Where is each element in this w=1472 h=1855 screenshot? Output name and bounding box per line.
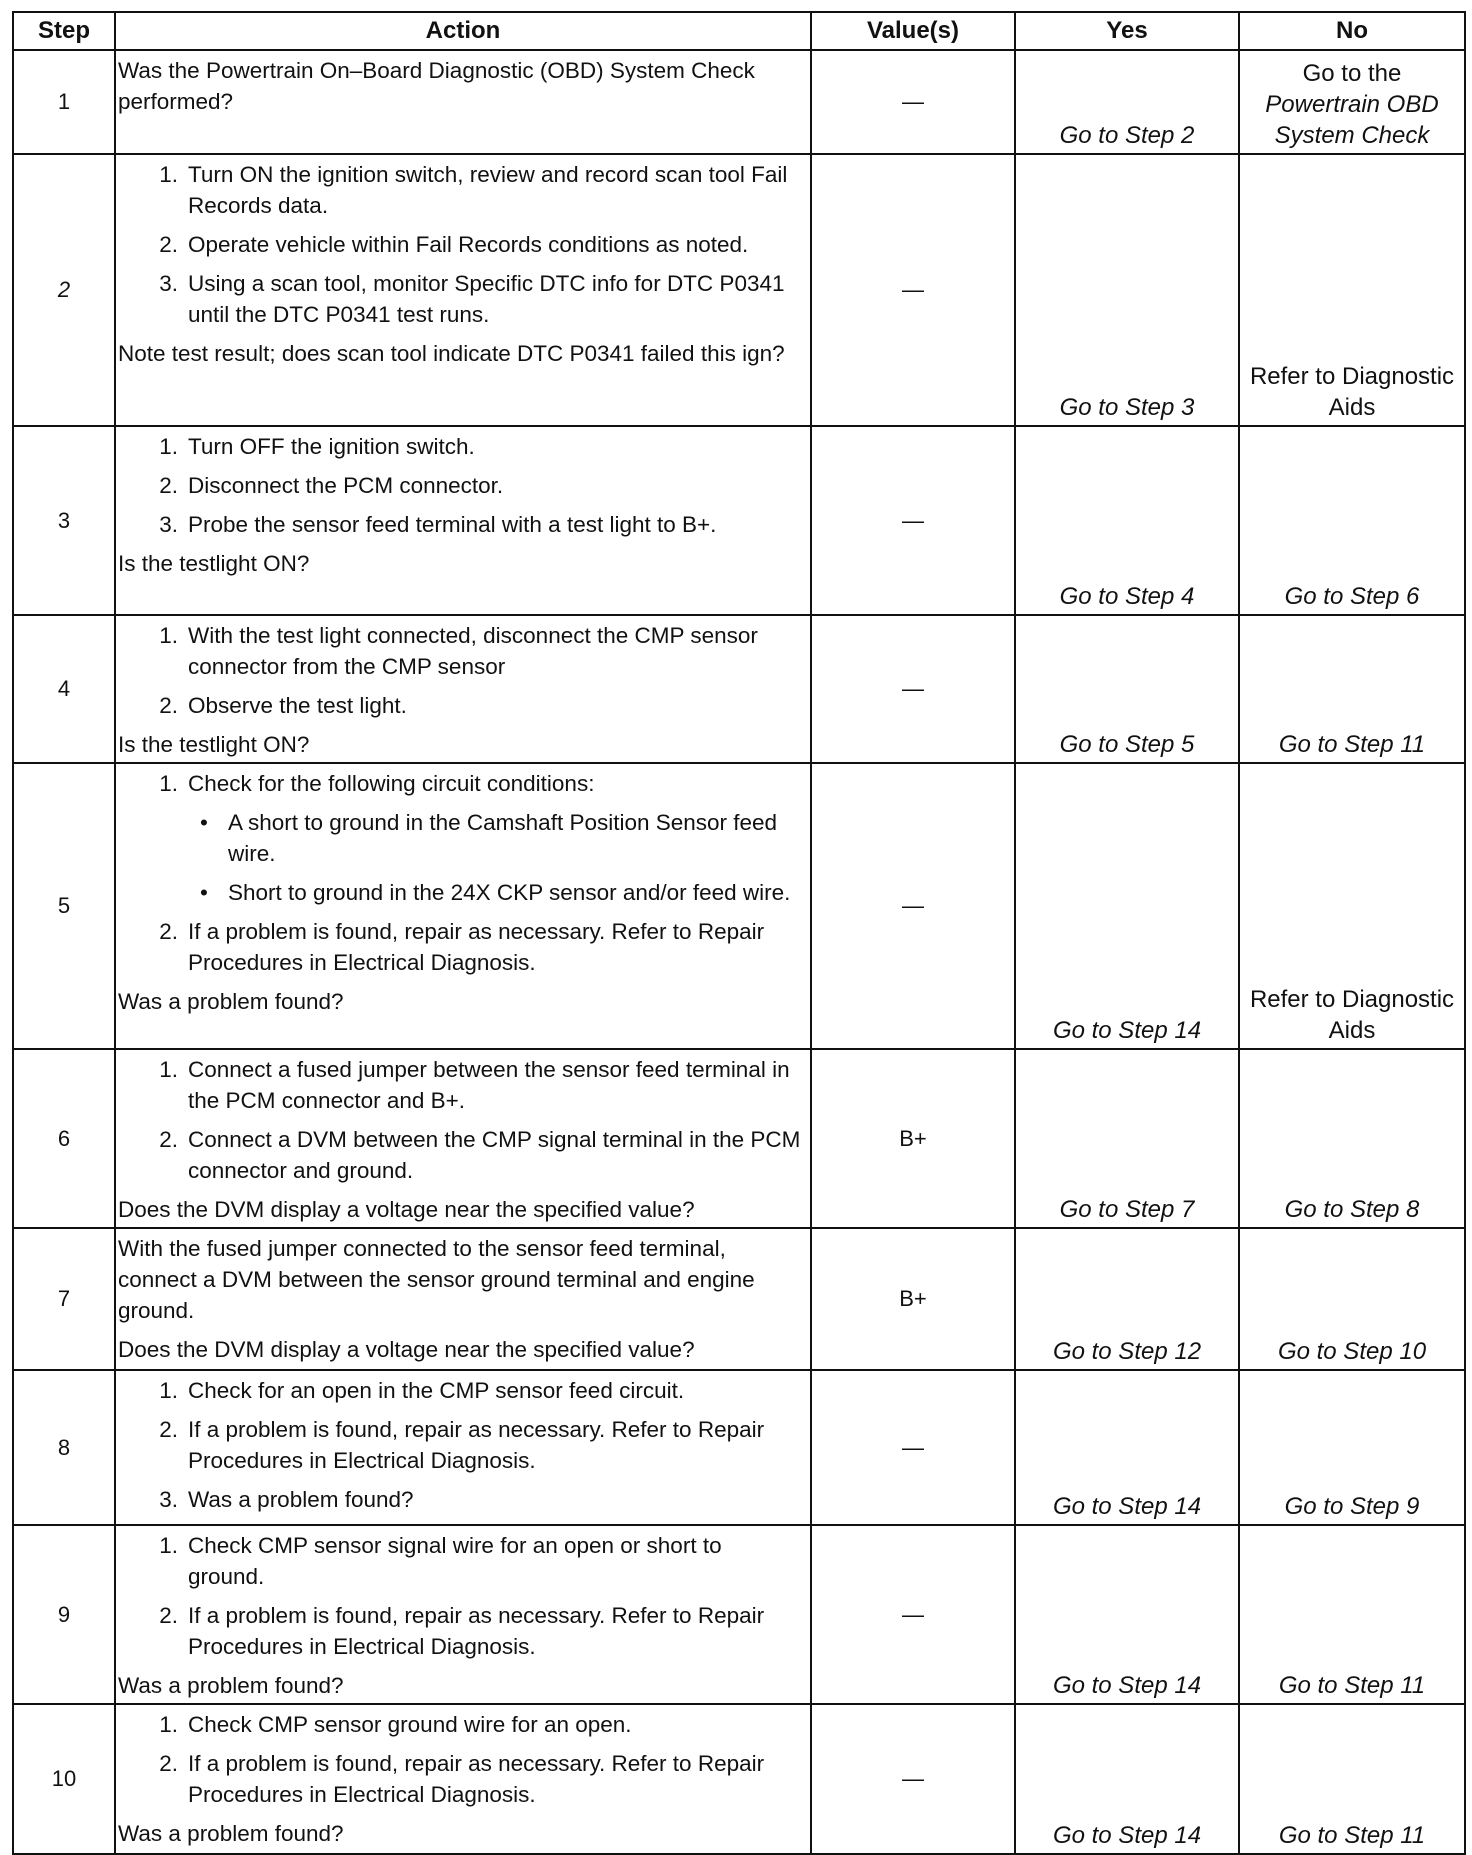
action-item: If a problem is found, repair as necessary. Refer to Repair Procedures in Electrical Diagnosis.: [188, 919, 765, 975]
no-link[interactable]: Go to Step 8: [1284, 1196, 1420, 1223]
yes-link[interactable]: Go to Step 4: [1059, 583, 1195, 610]
table-row: [13, 763, 1465, 1049]
header-action: Action: [115, 12, 811, 50]
no-cell: [1239, 154, 1465, 426]
action-bullet: Short to ground in the 24X CKP sensor and/or feed wire.: [228, 880, 791, 905]
yes-link[interactable]: Go to Step 14: [1052, 1672, 1202, 1699]
action-cell: 1. Check CMP sensor ground wire for an open. 2. If a problem is found, repair as necessary. Refer to Repair Procedures in Electrical Diagnosis. Was a problem found?: [115, 1704, 811, 1854]
no-cell: [1239, 50, 1465, 154]
no-cell: [1239, 1704, 1465, 1854]
action-question: Was a problem found?: [118, 1673, 344, 1698]
yes-cell: [1015, 1049, 1239, 1228]
value-cell: —: [811, 426, 1015, 615]
no-link[interactable]: Go to Step 11: [1278, 731, 1426, 758]
yes-cell: [1015, 1370, 1239, 1525]
bullet-icon: •: [200, 810, 208, 835]
value-cell: —: [811, 1370, 1015, 1525]
yes-cell: [1015, 1228, 1239, 1370]
step-number: 8: [13, 1370, 115, 1525]
value-cell: —: [811, 1704, 1015, 1854]
no-link[interactable]: Refer to Diagnostic Aids: [1249, 986, 1455, 1044]
no-link[interactable]: Powertrain OBD System Check: [1265, 91, 1439, 149]
table-row: [13, 1049, 1465, 1228]
yes-cell: [1015, 50, 1239, 154]
action-item: Disconnect the PCM connector.: [188, 473, 504, 498]
action-question: Is the testlight ON?: [118, 732, 310, 757]
no-link[interactable]: Go to Step 11: [1278, 1672, 1426, 1699]
action-text: Was the Powertrain On–Board Diagnostic (OBD) System Check performed?: [118, 58, 755, 114]
action-question: Was a problem found?: [118, 1821, 344, 1846]
value-cell: —: [811, 1525, 1015, 1704]
table-row: [13, 50, 1465, 154]
yes-link[interactable]: Go to Step 7: [1059, 1196, 1195, 1223]
header-step: Step: [13, 12, 115, 50]
action-item: Was a problem found?: [188, 1487, 414, 1512]
value-cell: B+: [811, 1228, 1015, 1370]
action-item: Check CMP sensor ground wire for an open.: [188, 1712, 632, 1737]
no-cell: [1239, 1370, 1465, 1525]
table-row: [13, 1525, 1465, 1704]
step-number: 10: [13, 1704, 115, 1854]
no-link[interactable]: Go to Step 9: [1284, 1493, 1420, 1520]
action-question: Note test result; does scan tool indicate DTC P0341 failed this ign?: [118, 341, 785, 366]
no-cell: [1239, 1228, 1465, 1370]
no-link[interactable]: Go to Step 11: [1278, 1822, 1426, 1849]
action-question: Does the DVM display a voltage near the specified value?: [118, 1337, 695, 1362]
no-cell: [1239, 615, 1465, 763]
action-cell: 1. Check for an open in the CMP sensor feed circuit. 2. If a problem is found, repair as necessary. Refer to Repair Procedures in Electrical Diagnosis. 3. Was a problem found?: [115, 1370, 811, 1525]
action-item: If a problem is found, repair as necessary. Refer to Repair Procedures in Electrical Diagnosis.: [188, 1417, 765, 1473]
table-row: [13, 1370, 1465, 1525]
yes-link[interactable]: Go to Step 12: [1052, 1338, 1202, 1365]
value-cell: —: [811, 50, 1015, 154]
action-cell: [115, 50, 811, 154]
header-yes: Yes: [1015, 12, 1239, 50]
action-cell: 1. Turn OFF the ignition switch. 2. Disconnect the PCM connector. 3. Probe the sensor feed terminal with a test light to B+. Is the testlight ON?: [115, 426, 811, 615]
step-number: 4: [13, 615, 115, 763]
action-item: Connect a DVM between the CMP signal terminal in the PCM connector and ground.: [188, 1127, 801, 1183]
yes-link[interactable]: Go to Step 14: [1052, 1493, 1202, 1520]
yes-link[interactable]: Go to Step 5: [1059, 731, 1195, 758]
no-cell: [1239, 763, 1465, 1049]
yes-cell: [1015, 154, 1239, 426]
no-cell: [1239, 1049, 1465, 1228]
table-row: [13, 615, 1465, 763]
bullet-icon: •: [200, 880, 208, 905]
action-question: Is the testlight ON?: [118, 551, 310, 576]
step-number: 7: [13, 1228, 115, 1370]
yes-cell: [1015, 1525, 1239, 1704]
action-item: Using a scan tool, monitor Specific DTC info for DTC P0341 until the DTC P0341 test runs.: [188, 271, 785, 327]
action-cell: [115, 1228, 811, 1370]
no-link[interactable]: Go to Step 10: [1277, 1338, 1427, 1365]
action-item: Operate vehicle within Fail Records conditions as noted.: [188, 232, 749, 257]
step-number: 2: [13, 154, 115, 426]
action-item: Connect a fused jumper between the sensor feed terminal in the PCM connector and B+.: [188, 1057, 790, 1113]
diagnostic-table: [12, 11, 1466, 1855]
action-cell: 1. Check for the following circuit conditions: • A short to ground in the Camshaft Position Sensor feed wire. • Short to ground in the 24X CKP sensor and/or feed wire. 2. If a problem is found, repair as necessary. Refer to Repair Procedures in Electrical Diagnosis. Was a problem found?: [115, 763, 811, 1049]
value-cell: —: [811, 615, 1015, 763]
action-cell: 1. Connect a fused jumper between the sensor feed terminal in the PCM connector and B+. 2. Connect a DVM between the CMP signal terminal in the PCM connector and ground. Does the DVM display a voltage near the specified value?: [115, 1049, 811, 1228]
action-item: Check for the following circuit conditions:: [188, 771, 595, 796]
no-link[interactable]: Go to Step 6: [1284, 583, 1420, 610]
table-row: [13, 1704, 1465, 1854]
yes-link[interactable]: Go to Step 3: [1059, 394, 1195, 421]
table-row: [13, 154, 1465, 426]
header-values: Value(s): [811, 12, 1015, 50]
step-number: 1: [13, 50, 115, 154]
action-item: Observe the test light.: [188, 693, 407, 718]
action-item: Probe the sensor feed terminal with a test light to B+.: [188, 512, 717, 537]
step-number: 5: [13, 763, 115, 1049]
action-question: Was a problem found?: [118, 989, 344, 1014]
no-prefix: Go to the: [1302, 60, 1402, 87]
yes-link[interactable]: Go to Step 14: [1052, 1017, 1202, 1044]
step-number: 3: [13, 426, 115, 615]
action-item: If a problem is found, repair as necessary. Refer to Repair Procedures in Electrical Diagnosis.: [188, 1751, 765, 1807]
no-cell: [1239, 426, 1465, 615]
action-bullet: A short to ground in the Camshaft Position Sensor feed wire.: [228, 810, 778, 866]
step-number: 6: [13, 1049, 115, 1228]
action-cell: 1. With the test light connected, disconnect the CMP sensor connector from the CMP sensor 2. Observe the test light. Is the testlight ON?: [115, 615, 811, 763]
value-cell: B+: [811, 1049, 1015, 1228]
yes-link[interactable]: Go to Step 14: [1052, 1822, 1202, 1849]
header-no: No: [1239, 12, 1465, 50]
yes-cell: [1015, 426, 1239, 615]
table-row: [13, 1228, 1465, 1370]
action-cell: 1. Turn ON the ignition switch, review and record scan tool Fail Records data. 2. Operate vehicle within Fail Records conditions as noted. 3. Using a scan tool, monitor Specific DTC info for DTC P0341 until the DTC P0341 test runs. Note test result; does scan tool indicate DTC P0341 failed this ign?: [115, 154, 811, 426]
yes-link[interactable]: Go to Step 2: [1059, 122, 1195, 149]
yes-cell: [1015, 1704, 1239, 1854]
header-row: [13, 12, 1465, 50]
no-cell: [1239, 1525, 1465, 1704]
action-item: Turn OFF the ignition switch.: [188, 434, 475, 459]
action-cell: 1. Check CMP sensor signal wire for an open or short to ground. 2. If a problem is found, repair as necessary. Refer to Repair Procedures in Electrical Diagnosis. Was a problem found?: [115, 1525, 811, 1704]
action-item: Check for an open in the CMP sensor feed circuit.: [188, 1378, 685, 1403]
yes-cell: [1015, 763, 1239, 1049]
yes-cell: [1015, 615, 1239, 763]
action-item: Turn ON the ignition switch, review and record scan tool Fail Records data.: [188, 162, 788, 218]
action-item: With the test light connected, disconnect the CMP sensor connector from the CMP sensor: [188, 623, 758, 679]
value-cell: —: [811, 154, 1015, 426]
action-question: Does the DVM display a voltage near the specified value?: [118, 1197, 695, 1222]
value-cell: —: [811, 763, 1015, 1049]
no-link[interactable]: Refer to Diagnostic Aids: [1249, 363, 1455, 421]
action-item: Check CMP sensor signal wire for an open or short to ground.: [188, 1533, 722, 1589]
step-number: 9: [13, 1525, 115, 1704]
action-item: If a problem is found, repair as necessary. Refer to Repair Procedures in Electrical Diagnosis.: [188, 1603, 765, 1659]
table-row: [13, 426, 1465, 615]
action-text: With the fused jumper connected to the sensor feed terminal, connect a DVM between the sensor ground terminal and engine ground.: [118, 1236, 755, 1323]
